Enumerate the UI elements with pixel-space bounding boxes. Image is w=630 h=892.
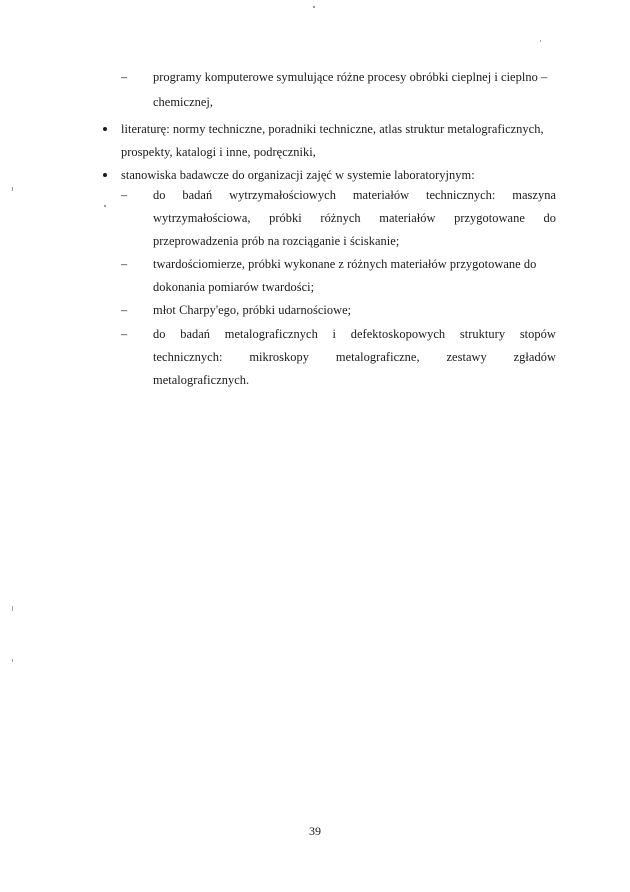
scan-speck xyxy=(12,606,13,611)
item-3-line-2: przeprowadzenia prób na rozciąganie i ściskanie; xyxy=(153,234,400,248)
item-5-line-0: młot Charpy'ego, próbki udarnościowe; xyxy=(153,303,352,317)
item-6-line-0: do badań metalograficznych i defektoskopowych struktury stopów xyxy=(153,327,556,341)
scan-speck xyxy=(12,659,13,662)
dash-marker: – xyxy=(121,303,128,317)
item-0-line-0: programy komputerowe symulujące różne procesy obróbki cieplnej i cieplno – xyxy=(153,70,548,84)
scan-speck xyxy=(313,6,315,8)
scan-speck xyxy=(12,187,13,191)
item-4-line-0: twardościomierze, próbki wykonane z różnych materiałów przygotowane do xyxy=(153,257,537,271)
scan-speck xyxy=(104,205,106,207)
item-1-line-1: prospekty, katalogi i inne, podręczniki, xyxy=(121,145,316,159)
page-number: 39 xyxy=(309,824,321,838)
item-3-line-1: wytrzymałościowa, próbki różnych materiałów przygotowane do xyxy=(153,211,556,225)
scan-speck xyxy=(540,40,541,42)
item-0-line-1: chemicznej, xyxy=(153,95,214,109)
dash-marker: – xyxy=(121,188,128,202)
bullet-marker xyxy=(103,173,107,177)
item-4-line-1: dokonania pomiarów twardości; xyxy=(153,280,315,294)
item-1-line-0: literaturę: normy techniczne, poradniki techniczne, atlas struktur metalograficznych, xyxy=(121,122,544,136)
bullet-marker xyxy=(103,127,107,131)
dash-marker: – xyxy=(121,327,128,341)
item-3-line-0: do badań wytrzymałościowych materiałów technicznych: maszyna xyxy=(153,188,556,202)
item-6-line-2: metalograficznych. xyxy=(153,373,250,387)
dash-marker: – xyxy=(121,257,128,271)
item-6-line-1: technicznych: mikroskopy metalograficzne, zestawy zgładów xyxy=(153,350,556,364)
dash-marker: – xyxy=(121,70,128,84)
item-2-line-0: stanowiska badawcze do organizacji zajęć w systemie laboratoryjnym: xyxy=(121,168,475,182)
